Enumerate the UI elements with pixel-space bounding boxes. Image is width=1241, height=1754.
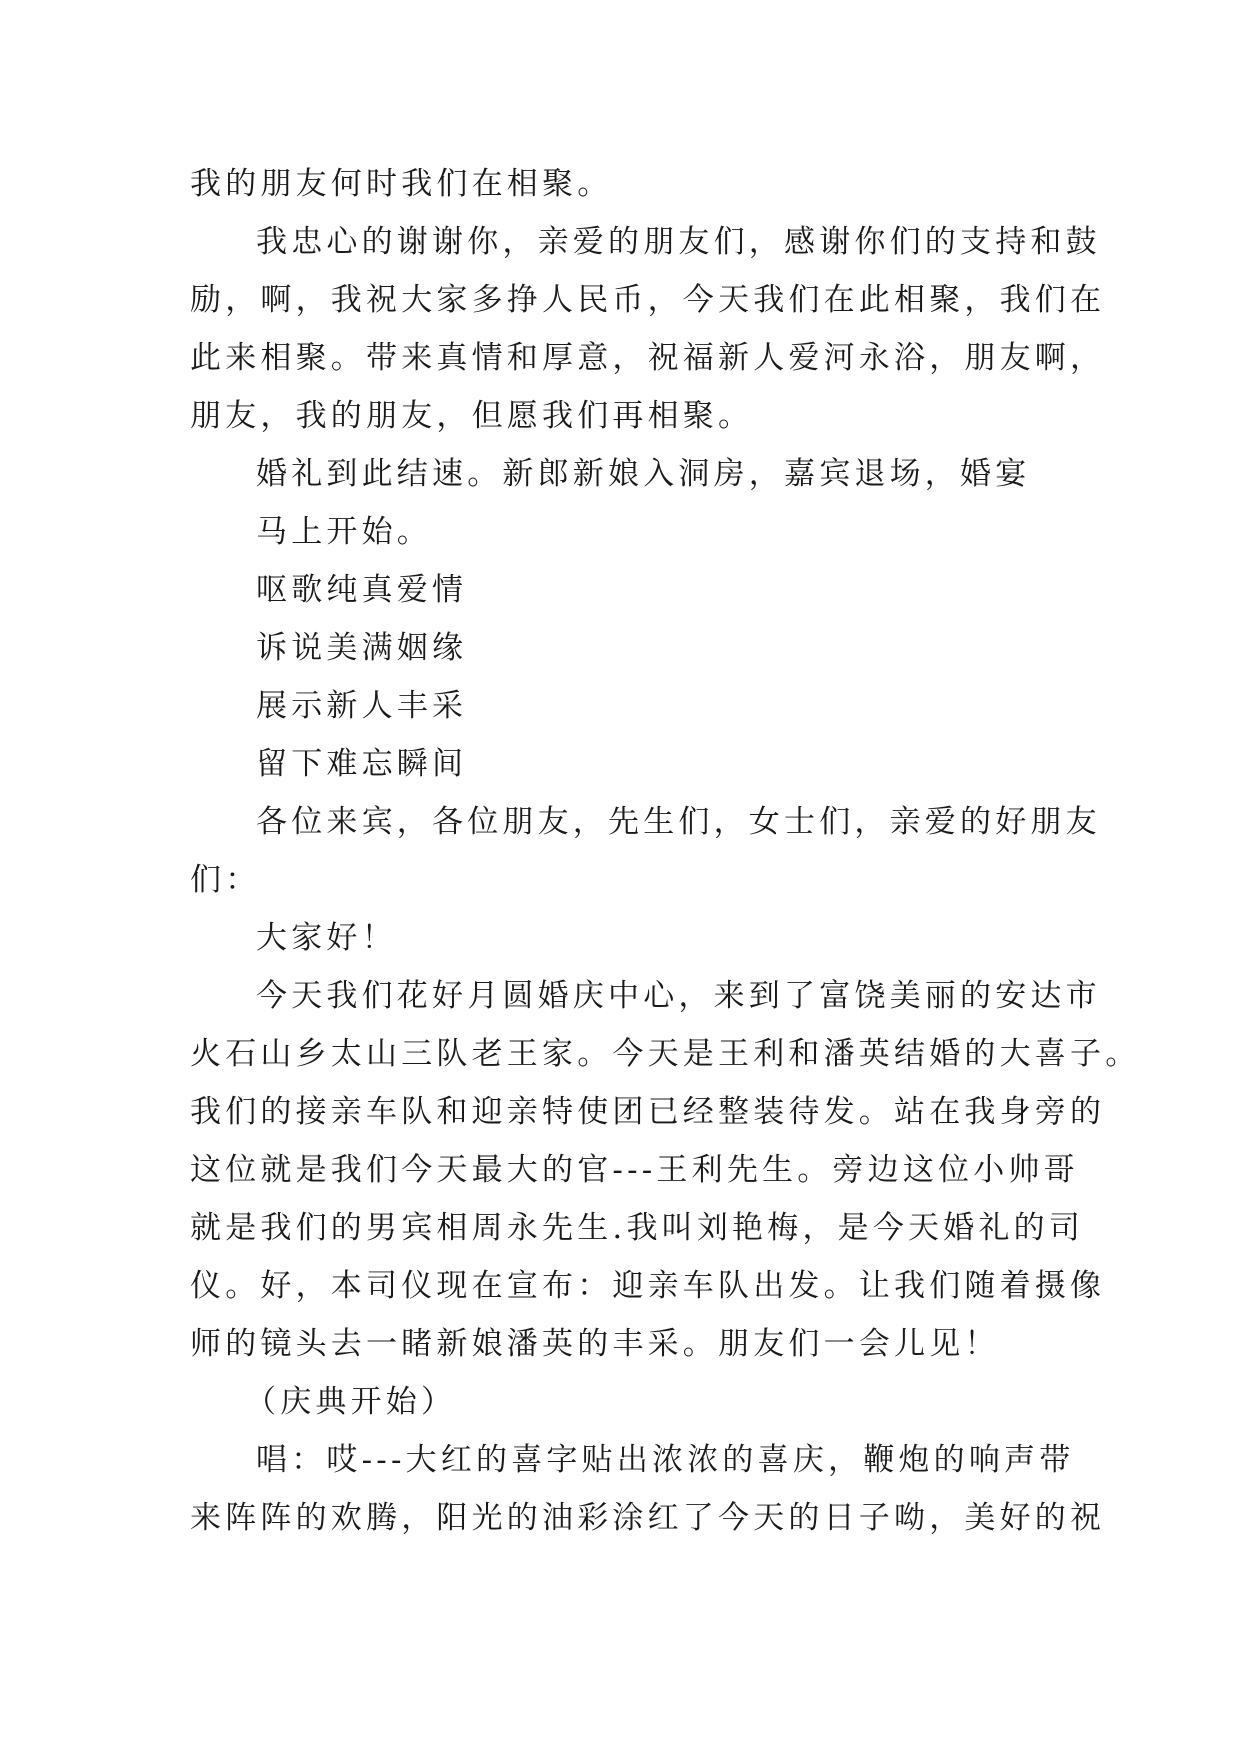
text-line: 今天我们花好月圆婚庆中心，来到了富饶美丽的安达市 <box>256 978 1101 1014</box>
text-line: 我忠心的谢谢你，亲爱的朋友们，感谢你们的支持和鼓 <box>256 224 1101 260</box>
text-line: 励，啊，我祝大家多挣人民币，今天我们在此相聚，我们在 <box>190 282 1106 318</box>
text-line: 各位来宾，各位朋友，先生们，女士们，亲爱的好朋友 <box>256 804 1101 840</box>
poem-line: 呕歌纯真爱情 <box>256 572 468 608</box>
text-line: 大家好！ <box>256 920 397 956</box>
text-line: 马上开始。 <box>256 514 432 550</box>
text-line: 婚礼到此结速。新郎新娘入洞房，嘉宾退场，婚宴 <box>256 456 1031 492</box>
text-line: 火石山乡太山三队老王家。今天是王利和潘英结婚的大喜子。 <box>190 1036 1141 1072</box>
text-line: 这位就是我们今天最大的官---王利先生。旁边这位小帅哥 <box>190 1152 1079 1188</box>
text-line: 们： <box>190 862 261 898</box>
document-body <box>190 155 1141 1547</box>
text-line: 我的朋友何时我们在相聚。 <box>190 166 613 202</box>
text-line: 朋友，我的朋友，但愿我们再相聚。 <box>190 398 754 434</box>
text-line: 来阵阵的欢腾，阳光的油彩涂红了今天的日子呦，美好的祝 <box>190 1500 1106 1536</box>
poem-line: 留下难忘瞬间 <box>256 746 468 782</box>
text-line: 唱：哎---大红的喜字贴出浓浓的喜庆，鞭炮的响声带 <box>256 1442 1075 1478</box>
section-marker: （庆典开始） <box>245 1384 457 1420</box>
text-line: 仪。好，本司仪现在宣布：迎亲车队出发。让我们随着摄像 <box>190 1268 1106 1304</box>
text-line: 此来相聚。带来真情和厚意，祝福新人爱河永浴，朋友啊， <box>190 340 1106 376</box>
text-line: 我们的接亲车队和迎亲特使团已经整装待发。站在我身旁的 <box>190 1094 1106 1130</box>
text-line: 就是我们的男宾相周永先生.我叫刘艳梅，是今天婚礼的司 <box>190 1210 1085 1246</box>
poem-line: 诉说美满姻缘 <box>256 630 468 666</box>
text-line: 师的镜头去一睹新娘潘英的丰采。朋友们一会儿见！ <box>190 1326 1000 1362</box>
poem-line: 展示新人丰采 <box>256 688 468 724</box>
